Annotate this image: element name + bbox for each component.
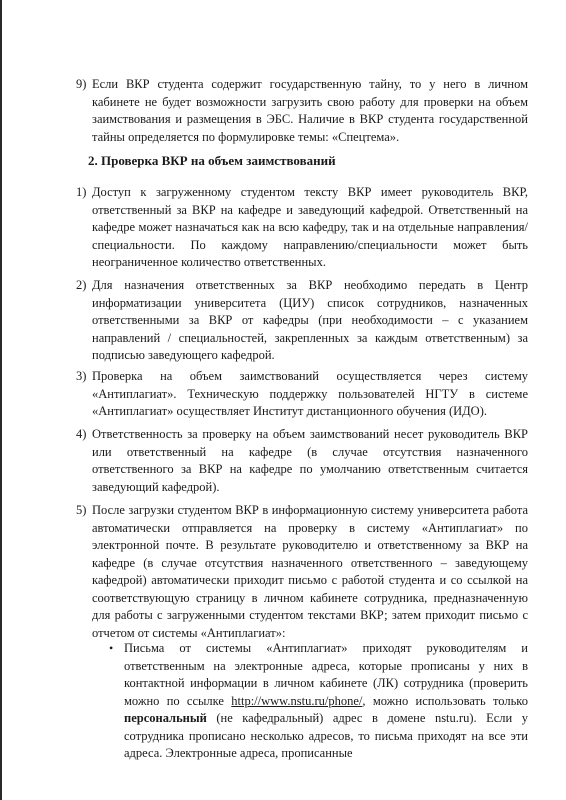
bullet-text-part: (не кафедральный) адрес в домене nstu.ru). Если у сотрудника прописано несколько адресов, то письма приходят на все эти адреса. Электронные адреса, прописанные bbox=[124, 711, 528, 760]
section-heading: 2. Проверка ВКР на объем заимствований bbox=[88, 153, 336, 168]
emphasis-word: персональный bbox=[124, 711, 207, 725]
item-text: Проверка на объем заимствований осуществляется через систему «Антиплагиат». Техническую поддержку пользователей НГТУ в системе «Антиплагиат» осуществляет Институт дистанционного обучения (ИДО). bbox=[92, 369, 528, 418]
item-number: 4) bbox=[76, 427, 87, 441]
bullet-text-part: , можно использовать только bbox=[362, 693, 528, 708]
item-number: 3) bbox=[76, 369, 87, 383]
item-text: Ответственность за проверку на объем заимствований несет руководитель ВКР или ответственный на кафедре (в случае отсутствия назначенного ответственного за ВКР на кафедре по умолчанию ответственным считается заведующий кафедрой). bbox=[92, 427, 528, 494]
item-number: 9) bbox=[76, 77, 87, 91]
item-text: Если ВКР студента содержит государственную тайну, то у него в личном кабинете не будет возможности загрузить свою работу для проверки на объем заимствования и размещения в ЭБС. Наличие в ВКР студента государственной тайны определяется по формулировке темы: «Спецтема». bbox=[92, 77, 528, 144]
item-number: 5) bbox=[76, 503, 87, 517]
item-number: 2) bbox=[76, 278, 87, 292]
bullet-text-part: Письма от системы «Антиплагиат» приходят руководителям и ответственным на электронные адреса, которые прописаны у них в контактной информации в личном кабинете (ЛК) сотрудника (проверить можно по ссылке bbox=[124, 641, 528, 708]
bullet-text bbox=[124, 640, 528, 763]
item-text: Для назначения ответственных за ВКР необходимо передать в Центр информатизации университета (ЦИУ) список сотрудников, назначенных ответственными за ВКР от кафедры (при необходимости – с указанием направлений / специальностей, закрепленных за каждым ответственным) за подписью заведующего кафедрой. bbox=[92, 278, 528, 362]
bullet-marker: • bbox=[109, 641, 114, 655]
item-text: Доступ к загруженному студентом тексту ВКР имеет руководитель ВКР, ответственный за ВКР на кафедре и заведующий кафедрой. Ответственный на кафедре может назначаться как на всю кафедру, так и на отдельные направления/специальности. По каждому направлению/специальности может быть неограниченное количество ответственных. bbox=[92, 185, 528, 269]
phone-directory-link[interactable]: http://www.nstu.ru/phone/ bbox=[231, 693, 363, 708]
item-number: 1) bbox=[76, 185, 87, 199]
item-text: После загрузки студентом ВКР в информационную систему университета работа автоматически отправляется на проверку в систему «Антиплагиат» по электронной почте. В результате руководителю и ответственному за ВКР на кафедре (в случае отсутствия назначенного ответственного – заведующему кафедрой) автоматически приходит письмо с работой студента и со ссылкой на соответствующую страницу в личном кабинете сотрудника, предназначенную для работы с загруженными студентом текстами ВКР; затем приходит письмо с отчетом от системы «Антиплагиат»: bbox=[92, 503, 528, 640]
